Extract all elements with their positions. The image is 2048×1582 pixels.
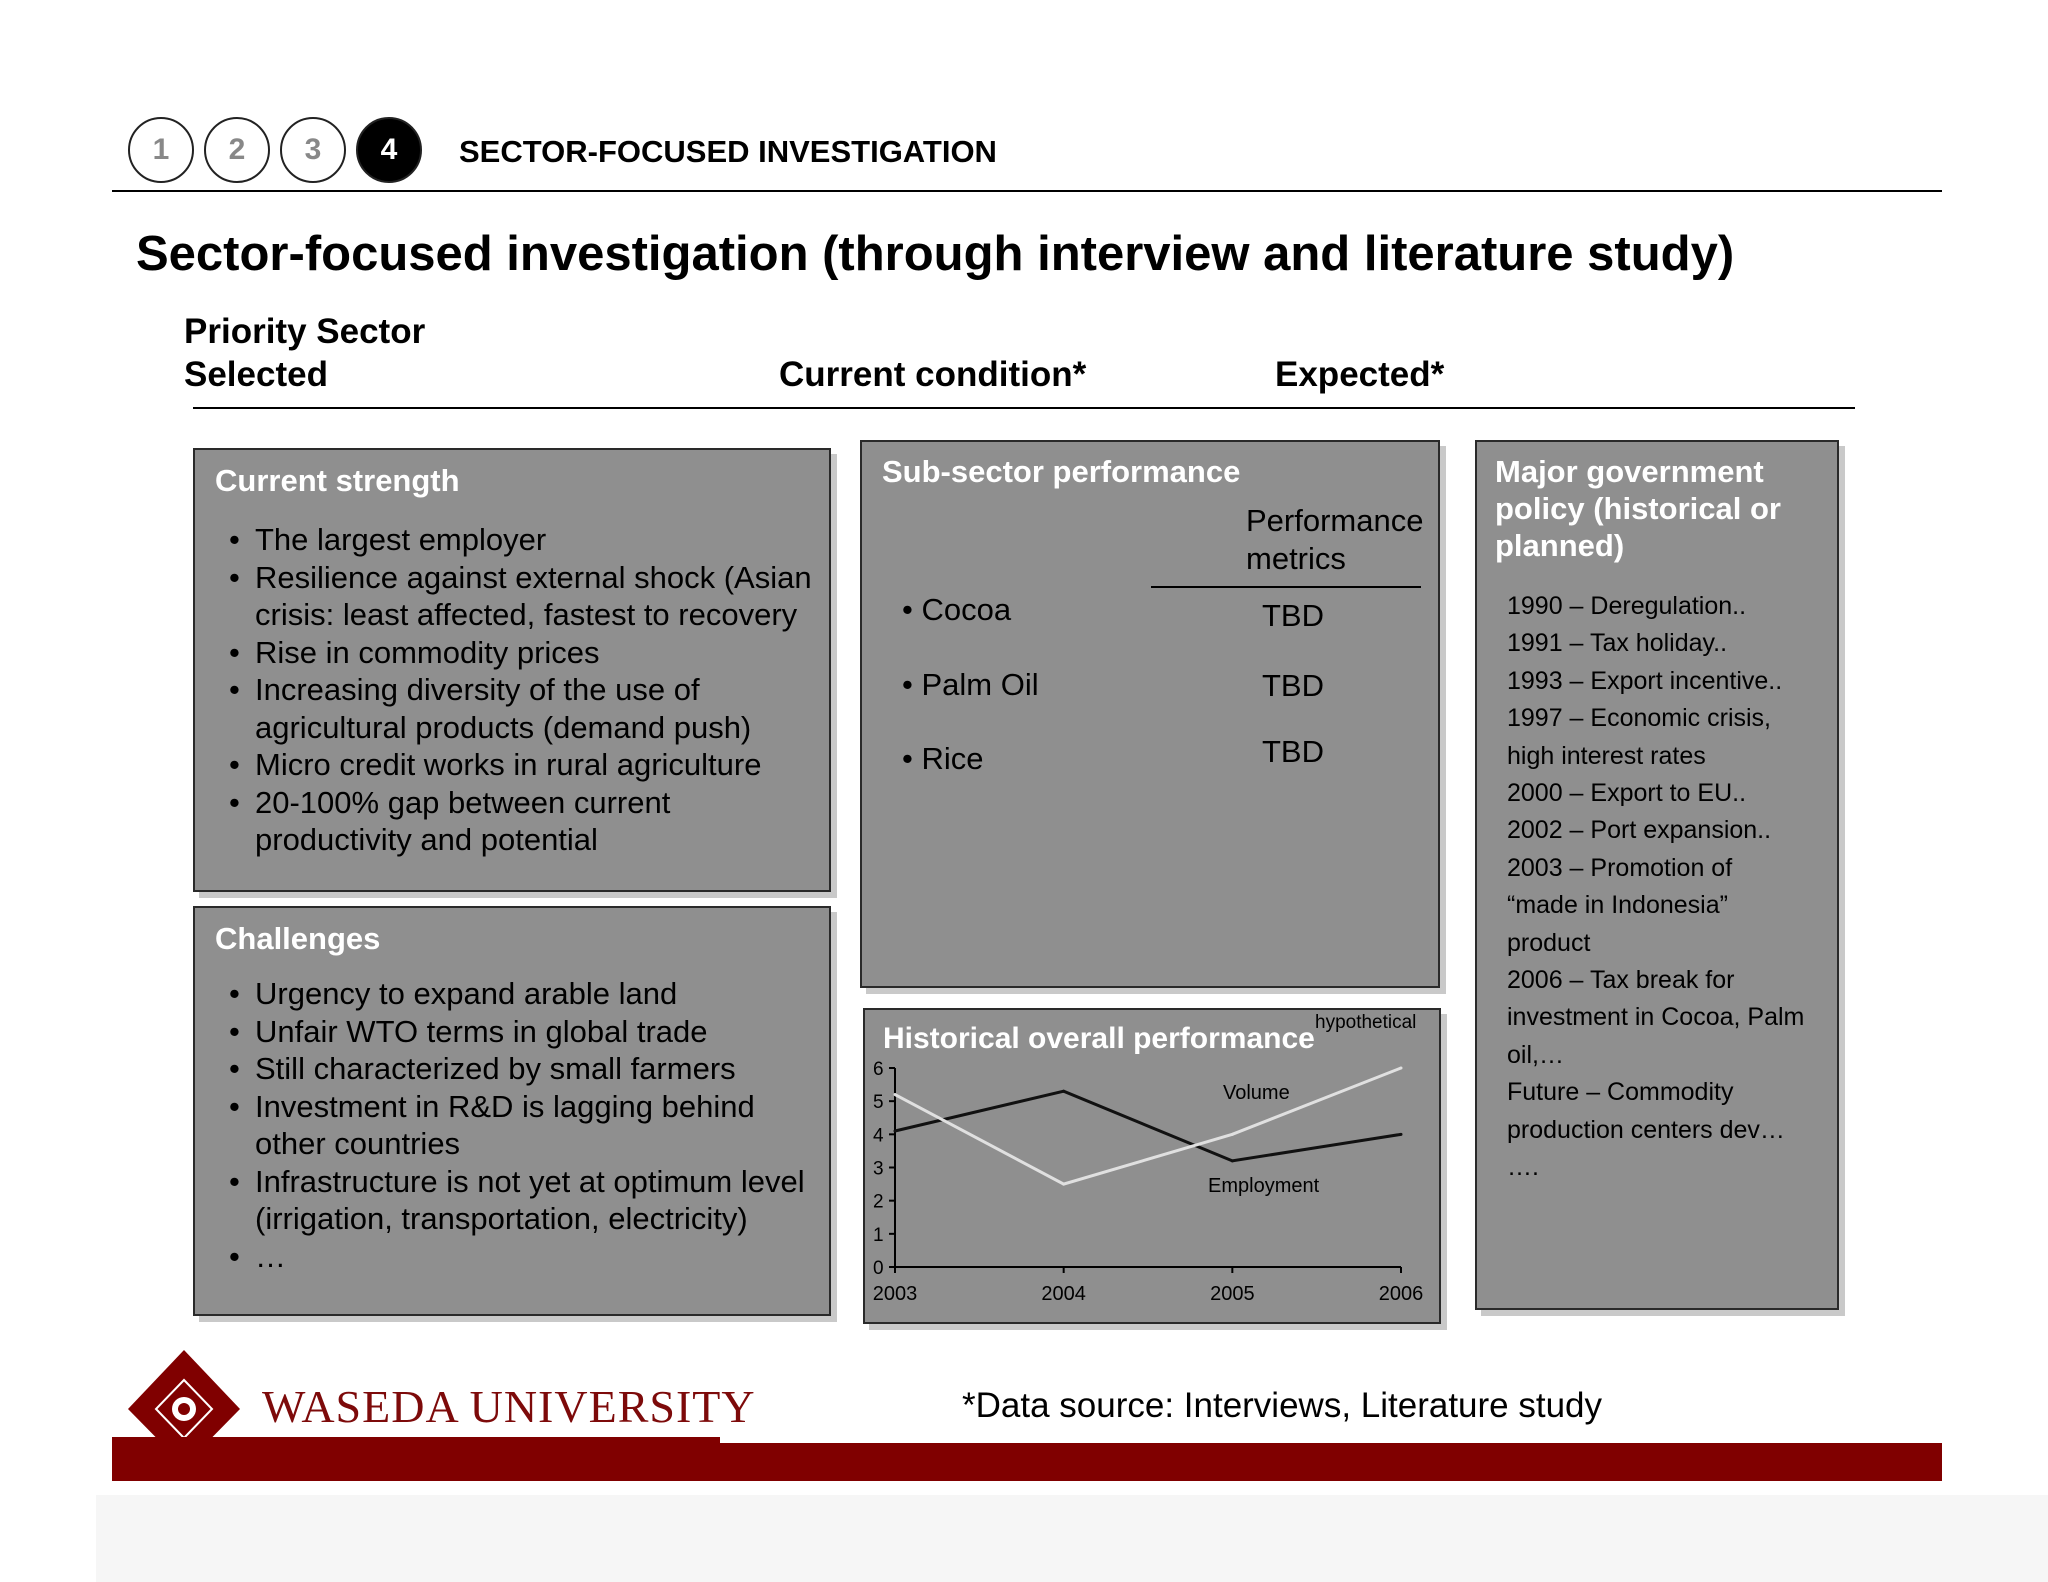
y-tick-label: 5 — [873, 1092, 884, 1114]
series-line-volume — [895, 1091, 1401, 1161]
x-tick-label: 2003 — [872, 1283, 918, 1305]
list-item: • Infrastructure is not yet at optimum level (irrigation, transportation, electricity) — [215, 1163, 815, 1238]
subsector-name: Rice — [921, 741, 984, 776]
subsector-name: Palm Oil — [921, 667, 1039, 702]
y-tick-label: 4 — [873, 1125, 884, 1147]
historical-line-chart — [865, 1010, 1439, 1322]
policy-line: oil,… — [1507, 1040, 1564, 1069]
policy-timeline — [1507, 588, 1827, 1187]
policy-line: investment in Cocoa, Palm — [1507, 1003, 1805, 1032]
page-title: Sector-focused investigation (through interview and literature study) — [136, 227, 1735, 281]
subsector-value: TBD — [1262, 598, 1324, 633]
series-label: Employment — [1208, 1175, 1320, 1197]
policy-title: Major government policy (historical or planned) — [1495, 454, 1781, 563]
metrics-header-line2: metrics — [1246, 540, 1346, 576]
y-tick-label: 6 — [873, 1059, 884, 1080]
list-item: • Resilience against external shock (Asian crisis: least affected, fastest to recovery — [215, 559, 815, 634]
subsector-performance-panel — [860, 440, 1440, 988]
list-item: • Rise in commodity prices — [215, 634, 815, 672]
policy-line: 1997 – Economic crisis, — [1507, 704, 1772, 733]
list-item: • Unfair WTO terms in global trade — [215, 1013, 815, 1051]
x-tick-label: 2005 — [1210, 1283, 1255, 1305]
footer-bar — [112, 1443, 1942, 1481]
priority-sector-line1: Priority Sector — [184, 312, 426, 351]
policy-line: 2002 – Port expansion.. — [1507, 816, 1772, 845]
policy-line: 1991 – Tax holiday.. — [1507, 629, 1728, 658]
list-item: • Increasing diversity of the use of agricultural products (demand push) — [215, 671, 815, 746]
y-tick-label: 3 — [873, 1158, 884, 1180]
data-point-volume — [1062, 1090, 1065, 1093]
list-item: • Micro credit works in rural agriculture — [215, 746, 815, 784]
university-name: WASEDA UNIVERSITY — [262, 1381, 756, 1432]
bottom-shade — [96, 1495, 2048, 1582]
policy-line: 2006 – Tax break for — [1507, 966, 1735, 995]
column-divider — [193, 407, 1855, 409]
list-item: • … — [215, 1238, 815, 1276]
expected-heading: Expected* — [1275, 355, 1445, 394]
x-tick-label: 2006 — [1378, 1283, 1424, 1305]
list-item: • Urgency to expand arable land — [215, 975, 815, 1013]
policy-line: production centers dev… — [1507, 1115, 1785, 1144]
hypothetical-note: hypothetical — [1315, 1012, 1417, 1033]
policy-line: 2000 – Export to EU.. — [1507, 779, 1747, 808]
policy-line: …. — [1507, 1153, 1539, 1182]
step-3: 3 — [280, 117, 346, 183]
government-policy-panel — [1475, 440, 1839, 1310]
challenges-title: Challenges — [215, 921, 381, 956]
challenges-panel — [193, 906, 831, 1316]
policy-line: 1990 – Deregulation.. — [1507, 592, 1747, 620]
metrics-header — [1246, 502, 1423, 577]
y-tick-label: 1 — [873, 1224, 884, 1246]
data-source-note: *Data source: Interviews, Literature study — [962, 1386, 1603, 1425]
data-point-volume — [894, 1130, 897, 1133]
subsector-row: • Cocoa — [902, 592, 1012, 627]
x-tick-label: 2004 — [1041, 1283, 1086, 1305]
data-point-employment — [1062, 1183, 1065, 1186]
section-title: SECTOR-FOCUSED INVESTIGATION — [459, 134, 997, 169]
subsector-value: TBD — [1262, 668, 1324, 703]
current-strength-title: Current strength — [215, 463, 460, 498]
list-item: • Investment in R&D is lagging behind other countries — [215, 1088, 815, 1163]
data-point-employment — [894, 1093, 897, 1096]
subsector-row: • Rice — [902, 741, 984, 776]
list-item: • The largest employer — [215, 521, 815, 559]
data-point-volume — [1231, 1159, 1234, 1162]
policy-line: Future – Commodity — [1507, 1078, 1734, 1107]
subsector-row: • Palm Oil — [902, 667, 1039, 702]
subsector-name: Cocoa — [921, 592, 1012, 627]
historical-performance-panel — [863, 1008, 1441, 1324]
current-strength-list — [215, 521, 815, 859]
current-condition-heading: Current condition* — [779, 355, 1087, 394]
policy-line: high interest rates — [1507, 741, 1706, 770]
policy-line: product — [1507, 928, 1591, 957]
metrics-rule — [1151, 586, 1421, 588]
step-1: 1 — [128, 117, 194, 183]
historical-title: Historical overall performance — [883, 1022, 1315, 1055]
y-tick-label: 0 — [873, 1258, 884, 1279]
list-item: • 20-100% gap between current productivity and potential — [215, 784, 815, 859]
metrics-header-line1: Performance — [1246, 503, 1424, 538]
step-2: 2 — [204, 117, 270, 183]
policy-line: 2003 – Promotion of — [1507, 853, 1733, 882]
priority-sector-heading — [184, 310, 425, 396]
header-divider — [112, 190, 1942, 192]
policy-line: 1993 – Export incentive.. — [1507, 666, 1783, 695]
subsector-value: TBD — [1262, 734, 1324, 769]
subsector-title: Sub-sector performance — [882, 454, 1241, 489]
policy-line: “made in Indonesia” — [1507, 891, 1728, 920]
challenges-list — [215, 975, 815, 1275]
current-strength-panel — [193, 448, 831, 892]
step-4-active: 4 — [356, 117, 422, 183]
data-point-employment — [1400, 1067, 1403, 1070]
list-item: • Still characterized by small farmers — [215, 1050, 815, 1088]
y-tick-label: 2 — [873, 1191, 884, 1213]
data-point-volume — [1400, 1133, 1403, 1136]
data-point-employment — [1231, 1133, 1234, 1136]
series-label: Volume — [1223, 1082, 1290, 1104]
priority-sector-line2: Selected — [184, 355, 328, 394]
